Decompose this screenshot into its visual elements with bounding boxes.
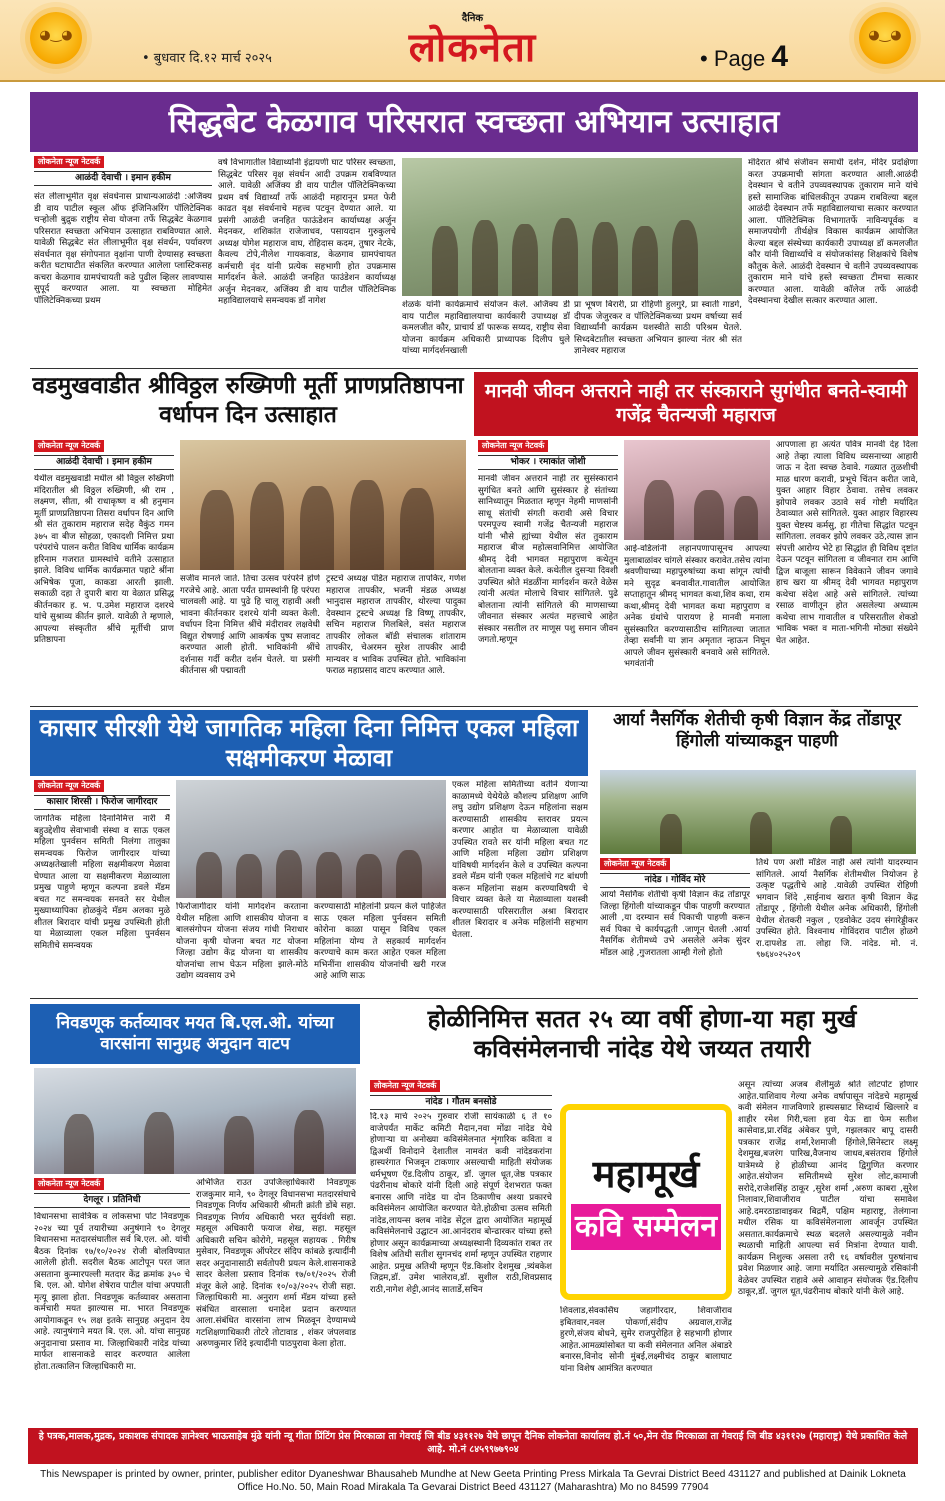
news-network-tag: लोकनेता न्यूज नेटवर्क xyxy=(34,440,104,452)
imprint-english: This Newspaper is printed by owner, printer, publisher editor Dyaneshwar Bhausaheb Mundhe at New Geeta Printing Press Mirkala Ta Gevrai District Beed 431127 and published at Dainik Lokneta Office Ho.No. 50, Main Road Mirakala Ta Gevarai District Beed 431127 (Maharashtra) Mo no 84599 77904 xyxy=(40,1469,906,1493)
story7-column-1: दि.१३ मार्च २०२५ गुरुवार रोजी सायंकाळी ६ ते १० वाजेपर्यंत मार्केट कमिटी मैदान,नवा मोंढा नांदेड येथे होणाऱ्या या अनोख्या कविसंमेलनात शृंगारिक कविता व द्विअर्थी विनोदाने देशातील नामवंत कवी नांदेडकरांना हास्यरंगात भिजवून टाकणार असल्याची माहिती संयोजक धर्मभूषण ऍड.दिलीप ठाकूर, डॉ. जुगल धूत,जेष्ठ पत्रकार पंढरीनाथ बोकारे यांनी दिली आहे संपूर्ण देशभरात फक्त बनारस आणि नांदेड या दोन ठिकाणीच अश्या प्रकारचे कविसंमेलन आयोजित करण्यात येते.होळीचा उत्सव समिती नांदेड,लायन्स क्लब नांदेड सेंट्रल द्वारा आयोजित महामूर्ख कविसंमेलनाचे उद्घाटन आ.आनंदराव बोन्ढारकर यांच्या हस्ते होणार असून कार्यक्रमाच्या अध्यक्षस्थानी दिव्यकांत राबत तर विशेष अतिथी सतीश सुगनचंद शर्मा म्हणून उपस्थित राहणार आहेत. प्रमुख अतिथी म्हणून ऍड.किशोर देशमुख ,त्र्यंबकेश जिद्रम,डॉ. उमेश भालेराव,डॉ. सुशील राठी,शिवप्रसाद राठी,नागेश शेट्टी,आनंद सातार्डे,सचिन xyxy=(370,1112,552,1295)
story7-byline xyxy=(370,1080,552,1110)
story4-column-1: जागतिक महिला दिनानिमित्त नारी मैं बहुउद्देशीय सेवाभावी संस्था व साऊ एकल महिला पुनर्वसन समिती निलंगा तालुका समन्वयक फिरोज जागीरदार यांच्या अध्यक्षतेखाली महिला सक्षमीकरण मेळावा घेण्यात आला या सक्षमीकरण मेळाव्याला प्रमुख पाहुणे म्हणून कल्पना डवले मॅडम बचत गट समन्वयक सनवते सर येथील मुख्याध्यापिका होळकुंदे मॅडम अलका मुळे शीतल बिरादार यांची प्रमुख उपस्थिती होती या मेळाव्याला एकल महिला पुनर्वसन समितीचे समन्वयक xyxy=(34,814,170,951)
sun-icon: ◕‿◕ xyxy=(30,12,82,64)
brand-prefix: दैनिक xyxy=(461,13,484,24)
story5-place: नांदेड । गोविंद मोरे xyxy=(600,873,750,889)
story2-place: आळंदी देवाची । इमान हकीम xyxy=(34,455,174,471)
story7-place: नांदेड । गौतम बनसोडे xyxy=(370,1095,552,1111)
news-network-tag: लोकनेता न्यूज नेटवर्क xyxy=(600,858,670,870)
story7-column-2: शिवलाड,सेवकसिंघ जहागीरदार, शिवाजीराव इबितवार,नवल पोकर्णा,संदीप अग्रवाल,राजेंद्र हुरणे,संजय बोधने, सुमेर राजपुरोहित हे सहभागी होणार आहेत.आमळ्यांसोबत या कवी संमेलनात अनिल अंबाडरे बनारस,विनोद सोनी मुंबई,लक्ष्मीचंद ठाकूर बालाघाट यांना विशेष आमंत्रित करण्यात xyxy=(560,1306,732,1374)
story6-byline xyxy=(34,1178,190,1208)
page-number xyxy=(700,40,788,74)
section-divider xyxy=(30,368,918,369)
story6-headline: निवडणूक कर्तव्यावर मयत बि.एल.ओ. यांच्या वारसांना सानुग्रह अनुदान वाटप xyxy=(30,1004,360,1064)
story2-photo xyxy=(180,440,466,570)
story4-place: कासार शिरसी । फिरोज जागीरदार xyxy=(34,795,170,811)
story1-byline xyxy=(34,156,212,186)
story1-column-2: वर्ष विभागातील विद्यार्थ्यांनी इंद्रायणी घाट परिसर स्वच्छता, सिद्धबेट परिसर वृक्ष संवर्धन आदी उपक्रम राबविण्यात आले. यावेळी अजिंक्य डी वाय पाटील पॉलिटेक्निकच्या प्रथम वर्ष विद्यार्थ्यां तर्फे आळंदी महारानून प्रमत फेरी काढत वृक्ष संवर्धनाचे महत्त्व पटवून देण्यात आले. या प्रसंगी आळंदी जनहित फाऊंडेशन कार्याध्यक्ष अर्जुन मेदनकर, शशिकांत राजेजाधव, पसायदान गुरुकुलचे अध्यक्ष योगेश महाराज वाघ, रोहिदास कदम, तुषार नेटके, कैवल्य टोपे,नीलेश गायकवाड, केळगाव ग्रामपंचायत कर्मचारी वृंद यांनी प्रत्येक सहभागी होत उपक्रमास मार्गदर्शन केले. आळंदी जनहित फाउंडेशन कार्याध्यक्ष अर्जुन मेदनकर, अजिंक्य डी वाय पाटील पॉलिटेक्निक महाविद्यालयाचे समन्वयक डॉ नागेश xyxy=(218,158,396,307)
story1-column-4: प्रा भूषण बिरारी, प्रा रोहिणी हुलगुरे, प्रा स्वाती गाडगे, दीपक जेजुरकर व पॉलिटेक्निकच्या प्रथम वर्षाच्या सर्व विद्यार्थ्यांनी कार्यक्रम यशस्वीते साठी परिश्रम घेतले. सिध्दबेटातील स्वच्छता अभियान झाल्या नंतर श्री संत ज्ञानेश्वर महाराज xyxy=(574,300,742,357)
story2-column-2: सजीव मानले जाते. तिचा उत्सव परंपरेने होणे गरजेचे आहे. आता पर्यंत ग्रामस्थांनी हि परंपरा चालवली आहे. या पुढे हि चालू राहावी अशी भावना कीर्तनकार दशरथे यांनी व्यक्त केली. वर्धापन दिना निमित्त श्रींचे मंदीरावर लक्षवेधी विद्युत रोषणाई आणि आकर्षक पुष्प सजावट करण्यात आली होती. भाविकांनी श्रींचे दर्शनास गर्दी करीत दर्शन घेतले. या प्रसंगी कीर्तनास श्री पद्मावती xyxy=(180,574,320,677)
story3-photo xyxy=(624,440,770,540)
story3-column-2: आई-वडिलांनी लहानपणापासूनच आपल्या मुलाबाळांवर चांगले संस्कार करावेत.तसेच त्यांना श्रवणीयाच्या महापुरुषांच्या कथा सांगून त्यांची मने सुदृढ बनवावीत.गावातील आयोजित सप्ताहातून श्रीमद् भागवत कथा,शिव कथा, राम कथा,श्रीमद् देवी भागवत कथा महापुराण व अनेक ग्रंथांचे पारायण हे मानवी मनाला सुसंस्कारित करण्यासाठीच सांगितल्या जातात तेव्हा सर्वांनी या ज्ञान अमृतात न्हाऊन निघून आपले जीवन सुसंस्कारी बनवावे असे सांगितले. भगवंतांनी xyxy=(624,544,770,670)
poster-title-bottom: कवि सम्मेलन xyxy=(571,1204,721,1250)
story1-photo xyxy=(402,158,742,296)
story1-column-3: शेळके यांनी कार्यक्रमाचे संयोजन केले. अजिंक्य डी वाय पाटील महाविद्यालयाचा कार्यकारी उपाध्यक्ष डॉ कमलजीत कौर, प्राचार्य डॉ फारूक सय्यद, राष्ट्रीय सेवा योजना कार्यक्रम अधिकारी प्राध्यापक दिलीप घुले यांच्या मार्गदर्शनखाली xyxy=(402,300,570,357)
story4-photo xyxy=(176,780,446,898)
section-divider xyxy=(30,998,918,999)
poster-title-top: महामूर्ख xyxy=(592,1152,700,1197)
story4-headline: कासार सीरशी येथे जागतिक महिला दिना निमित्त एकल महिला सक्षमीकरण मेळावा xyxy=(30,710,588,776)
masthead xyxy=(0,0,945,82)
page-number-value: 4 xyxy=(771,40,789,73)
news-network-tag: लोकनेता न्यूज नेटवर्क xyxy=(34,780,104,792)
imprint-marathi: हे पत्रक,मालक,मुद्रक, प्रकाशक संपादक ज्ञानेश्वर भाऊसाहेब मुंढे यांनी न्यू गीता प्रिंटिंग प्रेस मिरकाळा ता गेवराई जि बीड ४३११२७ येथे छापून दैनिक लोकनेता कार्यालय हो.नं ५०,मेन रोड मिरकाळा ता गेवराई जि बीड ४३११२७ (महाराष्ट्र) येथे प्रकाशित केले आहे. मो.नं ८४५९९७७९०४ xyxy=(28,1428,918,1464)
story6-place: देगलूर । प्रतिनिधी xyxy=(34,1193,190,1209)
story1-place: आळंदी देवाची । इमान हकीम xyxy=(34,171,212,187)
story4-byline xyxy=(34,780,170,810)
story4-column-3: करण्यासाठी महिलांनी प्रयत्न केले पाहिजेत साऊ एकल महिला पुर्नवसन समिती कोरोना काळा पासून विविध एकल महिलांना योग्य ते सहकार्य मार्गदर्शन करण्याचे काम करत आहेत एकल महिला मभिनींना शासकीय योजनांची खरी गरज आहे आणि साऊ xyxy=(314,902,446,982)
story2-headline: वडमुखवाडीत श्रीविठ्ठल रुख्मिणी मूर्ती प्राणप्रतिष्ठापना वर्धापन दिन उत्साहात xyxy=(32,373,464,428)
story5-byline xyxy=(600,858,750,888)
story2-column-3: ट्रस्टचे अध्यक्ष पंडित महाराज तापकिर, गणेश महाराज तापकीर, भजनी मंडळ अध्यक्ष भानुदास महाराज तापकीर, थोरल्या पादुका देवस्थान ट्रस्टचे अध्यक्ष डि विष्णू तापकीर, सचिन महाराज गिलबिले, वसंत महाराज तापकीर लोकल बॉडी संचालक शांताराम तापकीर, चेअरमन सुरेश तापकीर आदी मान्यवर व भाविक उपस्थित होते. भाविकांना फराळ महाप्रसाद वाटप करण्यात आले. xyxy=(326,574,466,677)
sun-icon: ◕‿◕ xyxy=(859,12,911,64)
story3-place: भोकर । रमाकांत जोशी xyxy=(478,455,618,471)
issue-date: • बुधवार दि.१२ मार्च २०२५ xyxy=(142,51,272,66)
story6-column-1: विधानसभा सार्वत्रिक व लोकसभा पोट निवडणूक २०२४ च्या पूर्व तयारीच्या अनुषंगाने ९० देगलूर विधानसभा मतदारसंघातील सर्व बि.एल. ओ. यांची बैठक दिनांक १७/१०/२०२४ रोजी बोलविण्यात आलेली होती. सदरील बैठक आटोपून परत जात असताना कुन्मारपल्ली मतदार केंद्र क्रमांक ३५० चे बि. एल. ओ. योगेश शेषेराव पाटील यांचा अपघाती मृत्यू झाला होता. निवडणूक कर्तव्यावर असताना कर्मचारी मयत झाल्यास मा. भारत निवडणूक आयोगाकडून १५ लक्ष इतके सानुग्रह अनुदान देय आहे. त्यानुषंगाने मयत बि. एल. ओ. यांचा सानुग्रह अनुदानाचा प्रस्ताव मा. जिल्हाधिकारी नांदेड यांच्या मार्फत शासनाकडे सादर करण्यात आलेला होता.तत्कालिन जिल्हाधिकारी मा. xyxy=(34,1212,190,1372)
story1-headline: सिद्धबेट केळगाव परिसरात स्वच्छता अभियान उत्साहात xyxy=(30,92,918,152)
news-network-tag: लोकनेता न्यूज नेटवर्क xyxy=(478,440,548,452)
story3-headline: मानवी जीवन अत्तराने नाही तर संस्काराने सुगंधीत बनते-स्वामी गजेंद्र चैतन्यजी महाराज xyxy=(474,372,918,436)
story3-column-1: मानवी जीवन अत्तराने नाही तर सुसंस्काराने सुगंधित बनते आणि सुसंस्कार हे संतांच्या सानिध्यातून मिळतात म्हणून नेहमी माणसांनी साधू संतांची संगती करावी असे विचार परमपूज्य स्वामी गजेंद्र चैतन्यजी महाराज यांनी भौसे ह्यांच्या येथील संत तुकाराम महाराज बीज महोत्सवानिमित्त आयोजित श्रीमद् देवी भागवत महापुराण कथेतून बोलताना व्यक्त केले. कथेतील दुसऱ्या दिवशी उपस्थित श्रोते मंडळींना मार्गदर्शन करते वेळेस त्यांनी अत्यंत मोलाचे विचार सांगितले. पुढे बोलताना त्यांनी सांगितले की माणसाच्या जीवनात संस्कार अत्यंत महत्त्वाचे आहेत संस्कार नसतील तर माणूस पशु समान जीवन जगतो.म्हणून xyxy=(478,474,618,646)
story1-column-5: मंदिरात श्रींचे संजीवन समाधी दर्शन, मंदिर प्रदक्षिणा करत उपक्रमाची सांगता करण्यात आली.आळंदी देवस्थान चे वतीने उपव्यवस्थापक तुकाराम माने यांचे हस्ते सामाजिक बांधिलकीतून उपक्रम राबविल्या बद्दल आळंदी देवस्थान तर्फे महाविद्यालयाचा सत्कार करण्यात आला. पॉलिटेक्निक विभागातर्फे नाविन्यपूर्वक व समाजपयोगी तीर्थक्षेत्र विकास कार्यक्रम आयोजित केल्या बद्दल संस्थेच्या कार्यकारी उपाध्यक्ष डॉ कमलजीत कौर यांनी विद्यार्थ्यांचे व संयोजकांसह शिक्षकांचे विशेष कौतुक केले. आळंदी देवस्थान चे वतीने उपव्यवस्थापक तुकाराम माने यांचे हस्ते स्वच्छता टीमचा सत्कार करण्यात आला. यावेळी कॉलेज तर्फे आळंदी देवस्थानचा देखील सत्कार करण्यात आला. xyxy=(748,158,918,307)
news-network-tag: लोकनेता न्यूज नेटवर्क xyxy=(34,156,104,168)
story5-headline: आर्या नैसर्गिक शेतीची कृषी विज्ञान केंद्र तोंडापूर हिंगोली यांच्याकडून पाहणी xyxy=(612,710,902,752)
section-divider xyxy=(30,706,918,707)
story6-photo xyxy=(34,1068,356,1174)
story1-column-1: संत लीलाभूमीत वृक्ष संवर्धनास प्राधान्यआळंदी :अजिंक्य डी वाय पाटील स्कूल ऑफ इंजिनिअरिंग पॉलिटेक्निक चऱ्होली बुद्रुक राष्ट्रीय सेवा योजना तर्फे सिद्धबेट केळगाव परिसरात स्वच्छता अभियान उत्साहात राबविण्यात आले. यावेळी सिद्धबेट संत लीलाभूमीत वृक्ष संवर्धन, पर्यावरण संवर्धनात वृक्ष संगोपनात वृक्षांना पाणी देण्यासह स्वच्छता करीत घटाघाटीत संकलित करण्यात आलेला प्लास्टिकसह कचरा केळगाव ग्रामपंचायती कडे पुढील व्हिलर लावण्यास सुपूर्द करण्यात आला. या स्वच्छता मोहिमेत पॉलिटेक्निकच्या प्रथम xyxy=(34,192,212,306)
story3-column-3: आपणाला हा अत्यंत पवित्र मानवी देह दिला आहे तेव्हा त्याला विविध व्यसनाच्या आहारी जाऊ न देता स्वच्छ ठेवावे. गळ्यात तुळशीची माळ धारण करावी, प्रभूचे चिंतन करीत जावे, युक्त आहार विहार ठेवावा. तसेच लवकर झोपावे लवकर उठावे सर्व गोष्टी मर्यादित ठेवाव्यात असे सांगितले. युक्त आहार विहारस्य युक्त चेष्टस्य कर्मसु, हा गीतेचा सिद्धांत पटवून सांगितला. लवकर झोपे लवकर उठे,त्यास ज्ञान संपत्ती आरोग्य भेटे हा सिद्धांत ही विविध दृष्टांत देऊन पटवून सांगितला व जीवनात राम आणि द्विज बाजूला सारून विवेकाने जीवन जगावे हाच खरा या श्रीमद् देवी भागवत महापुराण कथेचा संदेश आहे असे सांगितले. त्यांच्या रसाळ वाणीतून होत असलेल्या अध्यात्म कथेचा लाभ गावातील व परिसरातील शेकडो भाविक भक्त व माता-भगिनी मोठ्या संख्येने घेत आहेत. xyxy=(776,440,918,646)
story7-column-3: असून त्यांच्या अजब शैलीमुळे श्रोते लोटपोट होणार आहेत.याशिवाय गेल्या अनेक वर्षापासून नांदेडचे महामूर्ख कवी संमेलन गाजविणारे हास्यसम्राट सिध्दार्थ खिल्लारे व शाहीर रमेश गिरी,चला हवा येऊ द्या फेम सतीश कासेवाड,प्रा.रविंद्र अंबेकर पुणे, गझलकार बापू दासरी पत्रकार राजेंद्र शर्मा,रेशमाजी हिंगोले,सिनेस्टार लक्ष्मू देशमुख,बजरंग पारिख,वैजनाथ जाधव,बसंतराव हिंगोले यात्रेमध्ये हे होळीच्या आनंद द्विगुणित करणार आहेत.संयोजन समितीमध्ये सुरेश लोट,कामाजी सरोदे,राजेशसिंह ठाकूर ,सुरेश शर्मा ,अरुण काबरा ,सुरेश निलावार,शिवाजीराव पाटील यांचा समावेश आहे.दमरठाडावाइकर बिद्रमैं, पक्षिम महाराष्ट्र, तेलंगाना मधील रसिक या कविसंमेलनाला आवर्जून उपस्थित असतात.कार्यक्रमाचे स्थळ बदलले असल्यामुळे नवीन स्थळाची माहिती आपल्या सर्व मित्रांना देण्यात यावी. कार्यक्रम निशुल्क असला तरी १६ वर्षावरील पुरुषांनाच प्रवेश मिळणार आहे. जागा मर्यादित असल्यामुळे रसिकांनी वेळेवर उपस्थित राहावे असे आवाहन संयोजक ऍड.दिलीप ठाकूर,डॉ. जुगल धूत,पंढरीनाथ बोकारे यांनी केले आहे. xyxy=(738,1080,918,1298)
story5-column-2: तिथे पण अशी मॉडेल नाही असे त्यांनी यादरम्यान सांगितले. आर्या नैसर्गिक शेतीमधील नियोजन हे उत्कृष्ट पद्धतीचे आहे .यावेळी उपस्थित रोहिणी भगवान शिंदे ,साईनाथ खरात कृषी विज्ञान केंद्र तोंडापूर , हिंगोली येथील अनेक अधिकारी, हिंगोली येथील शेतकरी नकुल , एडवोकेट उदय संगारेड्डीकर उपस्थित होते. विश्वनाथ गोविंदराव पाटील होळगे रा.दापशेड ता. लोहा जि. नांदेड. मो. नं. ९७६४०२५२०९ xyxy=(756,858,918,961)
story6-column-2: अभिजित राउत उपजिल्हाधिकारी निवडणूक राजकुमार माने, ९० देगलूर विधानसभा मतदारसंघाचे निवडणूक निर्णय अधिकारी श्रीमती क्रांती डोंबे सहा. निवडणूक निर्णय अधिकारी भरत सुर्यवंशी सहा. महसूल अधिकारी फयाज शेख, सहा. महसूल अधिकारी सचिन कोरोगे, महसूल सहायक . गिरीष मुसेवार, निवडणूक ऑपरेटर संदिप कांबळे इत्यादींनी सदर अनुदानासाठी सर्वतोपरी प्रयत्न केले.शासनाकडे सादर केलेला प्रस्ताव दिनांक १७/०१/२०२५ रोजी मंजूर केले आहे. दिनांक १०/०३/२०२५ रोजी सहा. जिल्हाधिकारी मा. अनुराग शर्मा मॅडम यांच्या हस्ते संबंधित वारसाला धनादेश प्रदान करण्यात आला.संबंधित वारसांना लाभ मिळवून देण्यामध्ये गटशिक्षणाधिकारी तोटरे तोटावाड , शंकर जंपलवाड अरुणकुमार शिंदे इत्यादींनी पाठपुरावा केला होता. xyxy=(196,1178,356,1350)
story5-column-1: आर्या नैसर्गिक शेतीची कृषी विज्ञान केंद्र तोंडापूर जिल्हा हिंगोली यांच्याकडून पीक पाहणी करण्यात आली ,या दरम्यान सर्व पिकाची पाहणी करून सर्व पिका चे कार्यपद्धती .जाणून घेतली .आर्या नैसर्गिक शेतीमध्ये उभे असलेले अनेक सुंदर मॉडल आहे ,गुजरातला आम्ही गेलो होतो xyxy=(600,890,750,958)
story4-column-4: एकल महिला समितीच्या वतीने येणाऱ्या काळामध्ये येथेयेळे कौशल्य प्रशिक्षण आणि लघु उद्योग प्रशिक्षण देऊन महिलांना सक्षम करण्यासाठी शासकीय स्तरावर प्रयत्न करणार आहोत या मेळाव्याला यावेळी उपस्थित रावते सर यांनी महिला बचत गट आणि महिला महिला उद्योग प्रशिक्षण यांविषयी मार्गदर्शन केले व उपस्थित कल्पना डवले मॅडम यांनी एकल महिलांचे गट बांधणी करून महिलांना सक्षम करण्याविषयी चे विचार व्यक्त केले या मेळाव्याला यशस्वी करण्यासाठी परिसरातील अश्रा बिरादार शीतल बिरादार व अनेक महिलांनी सहभाग घेतला. xyxy=(452,780,588,940)
page-label: • Page xyxy=(700,46,766,71)
news-network-tag: लोकनेता न्यूज नेटवर्क xyxy=(34,1178,104,1190)
kavi-sammelan-poster xyxy=(560,1104,732,1300)
news-network-tag: लोकनेता न्यूज नेटवर्क xyxy=(370,1080,440,1092)
newspaper-title: लोकनेता xyxy=(408,24,537,71)
story7-headline: होळीनिमित्त सतत २५ व्या वर्षी होणा-या महा मुर्ख कविसंमेलनाची नांदेड येथे जय्यत तयारी xyxy=(427,1005,857,1063)
story4-column-2: फिरोजागीदार यांनी मार्गदर्शन करताना येथील महिला आणि शासकीय योजना व बालसंगोपन योजना संजय गांधी निराधार योजना कृषी योजना बचत गट योजना जिल्हा उद्योग केंद्र योजना या शासकीय योजनांचा लाभ घेऊन महिला झाले-मोठे उद्योग व्यवसाय उभे xyxy=(176,902,308,982)
story5-photo xyxy=(600,770,916,854)
story2-byline xyxy=(34,440,174,470)
story3-byline xyxy=(478,440,618,470)
story2-column-1: येथील वडमुखवाडी मधील श्री विठ्ठल रुख्मिणी मंदिरातील श्री विठ्ठल रुख्मिणी, श्री राम , लक्ष्मण, सीता, श्री राधाकृष्ण व श्री हनुमान मूर्ती प्राणप्रतिष्ठापना तिसरा वर्धापन दिन आणि श्री संत तुकाराम महाराज सदेह वैकुंठ गमन ३७५ वा बीज सोहळा, एकादशी निमित्त प्रथा परंपरांचे पालन करीत विविध धार्मिक कार्यक्रम हरिनाम गजरात ग्रामस्थांचे वतीने उत्साहात झाले. विविध धार्मिक कार्यक्रमात पहाटे श्रींना अभिषेक पूजा, काकडा आरती झाली. सकाळी दहा ते दुपारी बारा या वेळात प्रसिद्ध कीर्तनकार ह. भ. प.उमेश महाराज दशरथे यांचे सुश्राव्य कीर्तन झाले. यावेळी ते म्हणाले, आपल्या संस्कृतीत श्रींचे मूर्तीची प्राण प्रतिष्ठापना xyxy=(34,474,174,646)
